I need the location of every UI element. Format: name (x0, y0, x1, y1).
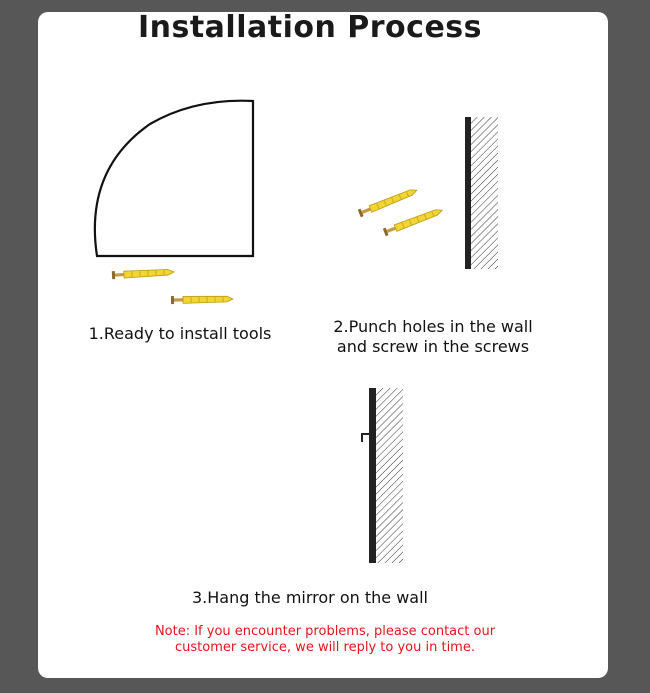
step-2-label-line-2: and screw in the screws (336, 337, 530, 356)
step-2-label-line-1: 2.Punch holes in the wall (333, 317, 533, 336)
anchor-screw-2b (383, 206, 444, 236)
wall-hatch-2 (471, 117, 498, 269)
wall-hatch-3 (376, 388, 403, 563)
anchor-screw-1b (171, 295, 233, 304)
note-text (120, 624, 530, 656)
mirror-hook (362, 434, 369, 442)
note-line-1: Note: If you encounter problems, please contact our (154, 624, 496, 639)
step-2-label (318, 317, 548, 357)
anchor-screw-2a (358, 187, 418, 218)
wall-face-2 (465, 117, 471, 269)
quarter-round-mirror (95, 101, 253, 256)
anchor-screw-1a (112, 268, 174, 279)
step-3-label (170, 588, 450, 608)
step-3-label-line: 3.Hang the mirror on the wall (192, 588, 428, 607)
page-title: Installation Process (137, 10, 483, 45)
step-1-label-line: 1.Ready to install tools (88, 324, 272, 343)
step-1-label (70, 324, 290, 344)
note-line-2: customer service, we will reply to you in time. (175, 640, 475, 655)
mirror-edge-3 (369, 388, 376, 563)
